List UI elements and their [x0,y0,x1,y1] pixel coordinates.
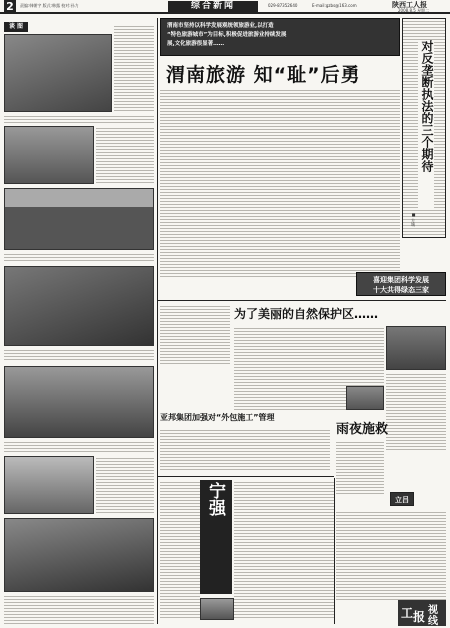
corner-shi: 视 [428,605,438,616]
divider-vertical-lower [334,478,335,624]
caption-left-2 [4,252,154,262]
text-block-left-2 [96,126,154,184]
main-headline: 渭南旅游 知“耻”后勇 [166,64,361,86]
article-nature-intro [160,304,230,364]
text-block-left-3 [96,456,154,514]
divider-vertical-left [157,18,158,624]
caption-left-4 [4,440,154,452]
seal-box [390,492,414,506]
promo-box [356,272,446,296]
masthead-phone: 029-87352640 [268,3,298,8]
article-right-col [386,372,446,452]
right-byline: ■ 方城 [411,212,416,227]
promo-line2: 十大共得绿态三家 [373,286,429,294]
masthead-date: 2008.8.5 星期二 [398,8,430,13]
photo-nature [386,326,446,370]
article-yabang-body [160,428,330,472]
photo-left-crowd [4,188,154,250]
photo-left-middle [4,126,94,184]
paper-name: 陕西工人报 [392,0,427,9]
caption-left-3 [4,348,154,362]
promo-line1: 喜迎集团科学发展 [373,276,429,284]
article-ningqiang-right [234,480,334,620]
masthead-meta: 责编:韩朝宇 版式:韩露 校对:孙力 [20,3,79,8]
vertical-headline-box [200,480,232,594]
photo-left-event [4,266,154,346]
article-rescue-body [336,440,384,496]
caption-left-5 [4,594,154,624]
discussion-label: 谈 图 [4,22,28,32]
text-block-left-1 [114,24,154,112]
masthead [0,0,450,14]
seal-text: 立吕 [395,496,409,504]
vertical-headline: 宁强 [205,482,225,516]
photo-left-bottom1 [4,456,94,514]
section-title: 综合新闻 [168,1,258,12]
photo-left-bottom2 [4,518,154,592]
top-banner-line2: “特色旅游城市”为目标,积极促进旅游业持续发展 [167,32,287,38]
top-banner [160,18,400,56]
photo-left-top [4,34,112,112]
caption-left-1 [4,114,154,124]
sub-headline-3: 雨夜施救 [336,422,389,437]
corner-bao: 报 [413,610,426,624]
article-ningqiang-left [160,480,200,620]
main-article-body [160,88,400,278]
top-banner-line1: 渭南市坚持以科学发展观统领旅游业,以打造 [167,23,274,29]
photo-ningqiang [200,598,234,620]
top-banner-line3: 展,文化旅游很显著…… [167,41,225,47]
masthead-email: E-mail:gzbs@163.com [312,3,357,8]
right-headline: 对反垄断执法的三个期待 [418,40,434,210]
corner-gong: 工 [401,606,414,620]
divider-middle [158,300,446,301]
article-bottom-right [336,510,446,600]
sub-headline-1: 为了美丽的自然保护区…… [234,307,379,321]
sub-headline-2: 亚邦集团加强对“外包施工”管理 [160,413,275,422]
photo-middle-right [346,386,384,410]
photo-left-lower [4,366,154,438]
corner-xian: 线 [428,616,438,627]
divider-lower [158,476,334,477]
corner-logo [398,600,446,626]
page-number: 2 [4,0,16,13]
